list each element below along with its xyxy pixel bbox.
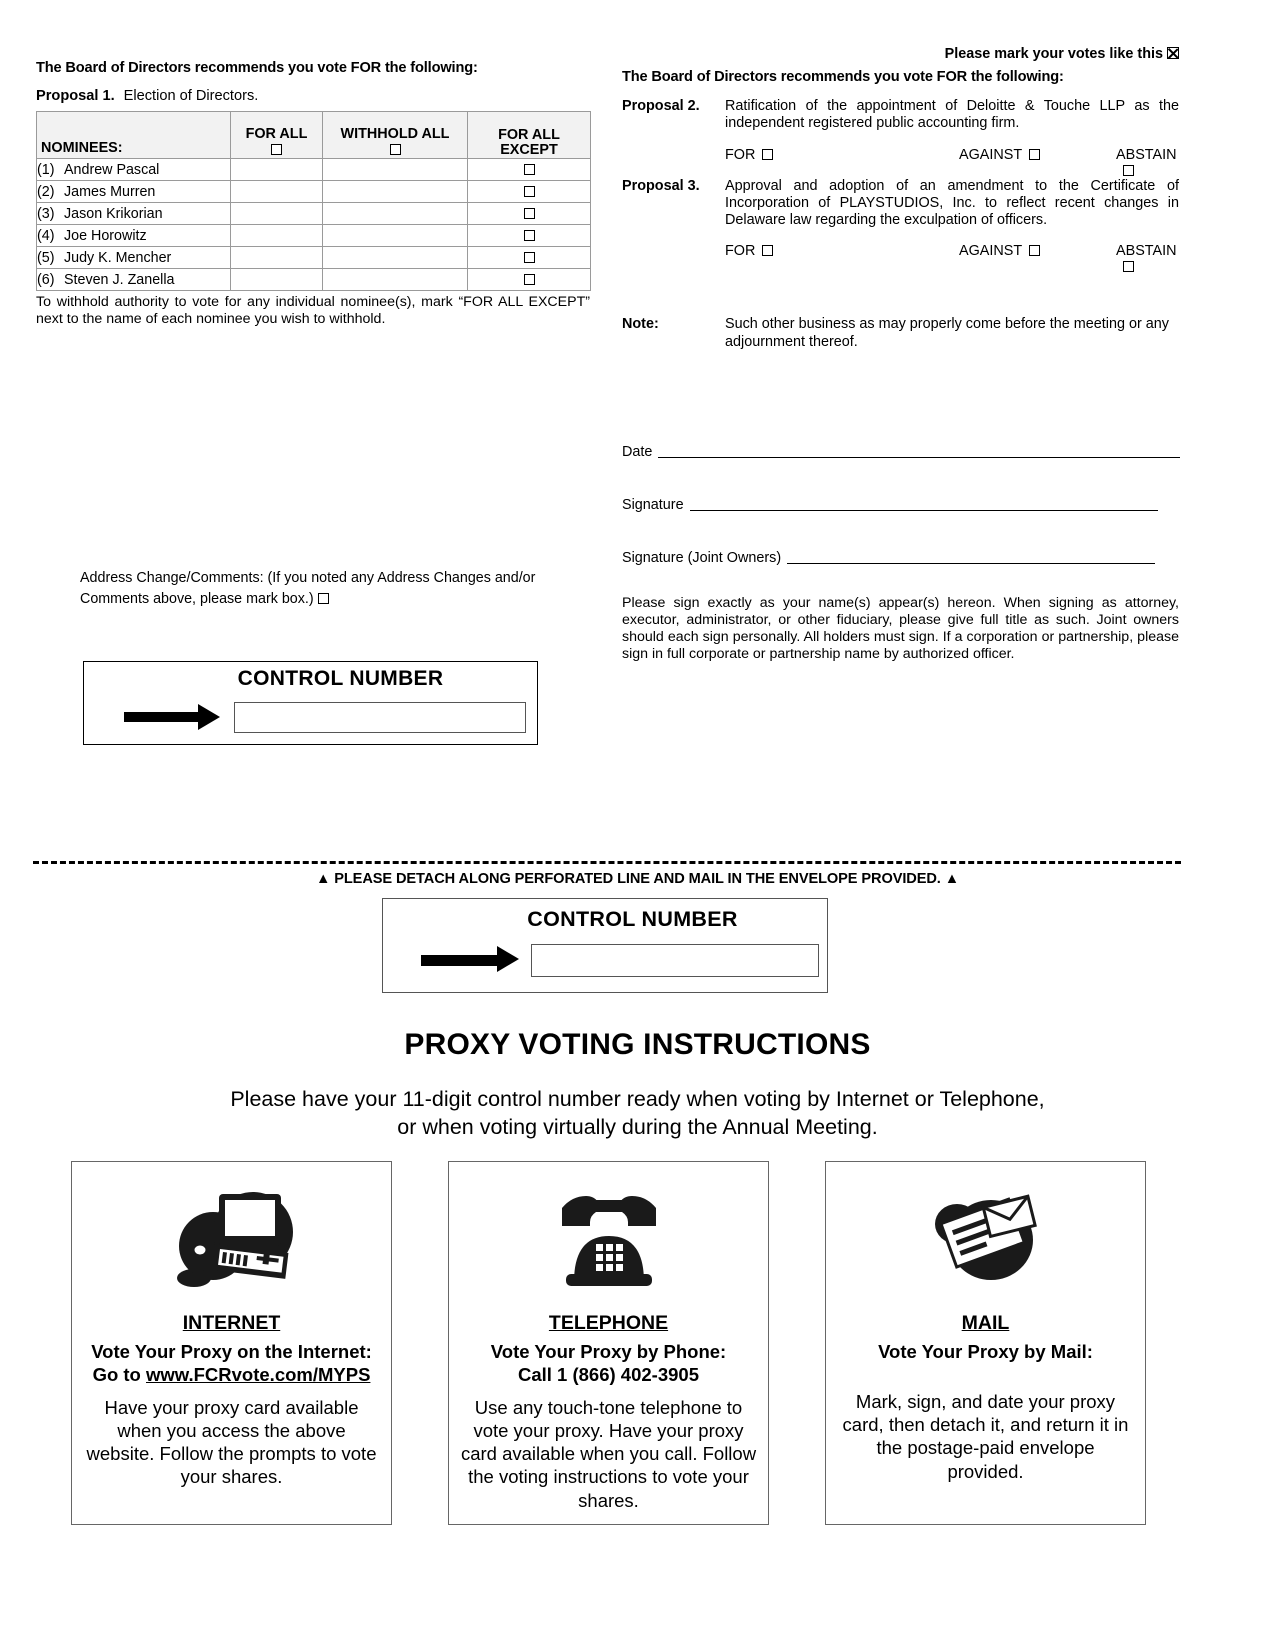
nominee-withhold-all-cell <box>323 225 468 247</box>
voting-website-link[interactable]: www.FCRvote.com/MYPS <box>146 1363 371 1385</box>
control-number-field[interactable] <box>234 702 526 733</box>
perforated-line <box>33 861 1181 864</box>
signature-joint-input-line[interactable] <box>787 550 1155 564</box>
for-all-checkbox[interactable] <box>271 144 282 155</box>
nominee-index: (6) <box>37 271 55 288</box>
for-all-header-checkbox-wrap <box>231 143 322 158</box>
goto-prefix: Go to <box>92 1363 146 1385</box>
instructions-subtitle <box>0 1085 1275 1142</box>
nominee-withhold-all-cell <box>323 203 468 225</box>
proposal-3-label: Proposal 3. <box>622 177 700 194</box>
instructions-subtitle-line-1: Please have your 11-digit control number ready when voting by Internet or Telephone, <box>230 1087 1045 1111</box>
proposal-3 <box>622 178 1179 230</box>
nominee-except-cell <box>468 269 591 291</box>
column-header-for-all-except-label: FOR ALL EXCEPT <box>498 127 560 159</box>
voting-method-telephone-subtitle <box>485 1341 732 1387</box>
withhold-authority-note <box>36 294 590 328</box>
nominee-name: Jason Krikorian <box>64 205 163 222</box>
proposal-3-vote-row <box>725 243 1179 261</box>
proposal-2-against-checkbox[interactable] <box>1029 149 1040 160</box>
nominee-for-all-cell <box>231 181 323 203</box>
control-number-title-bottom: CONTROL NUMBER <box>527 907 738 931</box>
nominee-except-cell <box>468 247 591 269</box>
voting-method-telephone-title: TELEPHONE <box>548 1312 669 1334</box>
proposal-2 <box>622 98 1179 133</box>
voting-method-telephone <box>448 1161 769 1525</box>
nominee-name: Steven J. Zanella <box>64 271 175 288</box>
control-number-box-bottom <box>382 898 828 993</box>
proposal-2-vote-row <box>725 147 1179 165</box>
nominees-table-header-row <box>37 112 591 159</box>
note-label: Note: <box>622 316 659 333</box>
column-header-withhold-all-label: WITHHOLD ALL <box>340 126 450 143</box>
nominee-withhold-all-cell <box>323 159 468 181</box>
nominee-for-all-cell <box>231 269 323 291</box>
table-row <box>37 181 591 203</box>
control-number-box-top <box>83 661 538 745</box>
nominee-except-checkbox[interactable] <box>524 252 535 263</box>
left-column <box>36 60 590 328</box>
nominee-cell <box>37 225 231 247</box>
column-header-for-all-label: FOR ALL <box>245 126 308 143</box>
voting-methods-row <box>71 1161 1146 1525</box>
arrow-right-icon <box>124 704 224 730</box>
nominee-except-cell <box>468 225 591 247</box>
nominee-index: (1) <box>37 161 55 178</box>
signature-joint-field-row <box>622 550 1155 566</box>
proposal-2-for-checkbox[interactable] <box>762 149 773 160</box>
nominee-for-all-cell <box>231 203 323 225</box>
mark-votes-instruction <box>622 46 1179 62</box>
nominee-index: (5) <box>37 249 55 266</box>
nominee-except-checkbox[interactable] <box>524 230 535 241</box>
nominee-name: Joe Horowitz <box>64 227 147 244</box>
signature-label: Signature <box>622 497 684 513</box>
nominee-cell <box>37 159 231 181</box>
proposal-2-for-option <box>725 147 773 163</box>
table-row <box>37 159 591 181</box>
proposal-1-text: Election of Directors. <box>123 88 259 104</box>
nominee-except-checkbox[interactable] <box>524 274 535 285</box>
nominee-except-checkbox[interactable] <box>524 208 535 219</box>
nominee-index: (4) <box>37 227 55 244</box>
nominee-for-all-cell <box>231 225 323 247</box>
page-title: PROXY VOTING INSTRUCTIONS <box>404 1028 871 1061</box>
proposal-1-label: Proposal 1. <box>36 88 115 104</box>
nominee-except-checkbox[interactable] <box>524 186 535 197</box>
proposal-2-against-label: AGAINST <box>959 146 1023 163</box>
control-number-field-bottom[interactable] <box>531 944 819 977</box>
voting-method-internet-subtitle <box>85 1341 378 1387</box>
voting-method-mail-body: Mark, sign, and date your proxy card, then detach it, and return it in the postage-paid envelope provided. <box>842 1390 1129 1482</box>
nominee-withhold-all-cell <box>323 181 468 203</box>
detach-instruction: ▲ PLEASE DETACH ALONG PERFORATED LINE AND MAIL IN THE ENVELOPE PROVIDED. ▲ <box>315 871 960 887</box>
nominee-except-cell <box>468 159 591 181</box>
nominee-except-cell <box>468 203 591 225</box>
note-block <box>622 316 1179 351</box>
proposal-2-abstain-checkbox[interactable] <box>1123 165 1134 176</box>
nominee-cell <box>37 181 231 203</box>
voting-method-internet <box>71 1161 392 1525</box>
column-header-for-all <box>231 112 323 159</box>
proposal-2-label: Proposal 2. <box>622 98 700 114</box>
voting-method-telephone-sub-line-1: Vote Your Proxy by Phone: <box>490 1341 727 1362</box>
nominee-cell <box>37 247 231 269</box>
voting-method-internet-title: INTERNET <box>182 1312 281 1334</box>
proposal-3-against-label: AGAINST <box>959 243 1023 260</box>
table-row <box>37 247 591 269</box>
table-row <box>37 269 591 291</box>
proposal-3-abstain-option <box>1116 243 1179 275</box>
proposal-3-for-checkbox[interactable] <box>762 245 773 256</box>
proposal-3-against-option <box>959 243 1040 259</box>
voting-method-telephone-body: Use any touch-tone telephone to vote your proxy. Have your proxy card available when you call. Follow the voting instructions to vote your shares. <box>460 1396 757 1511</box>
column-header-for-all-except <box>468 112 591 159</box>
nominee-index: (2) <box>37 183 55 200</box>
proposal-2-for-label: FOR <box>725 146 756 163</box>
proposal-1-line <box>36 88 590 104</box>
voting-phone-number: Call 1 (866) 402-3905 <box>517 1363 699 1385</box>
voting-method-internet-body: Have your proxy card available when you access the above website. Follow the prompts to vote your shares. <box>86 1396 377 1488</box>
table-row <box>37 203 591 225</box>
proposal-3-abstain-label: ABSTAIN <box>1116 243 1177 260</box>
voting-method-mail-sub-line-1: Vote Your Proxy by Mail: <box>878 1341 1093 1362</box>
proposal-3-text: Approval and adoption of an amendment to the Certificate of Incorporation of PLAYSTUDIOS, Inc. to reflect recent changes in Delaware law regarding the exculpation of officers. <box>725 177 1179 229</box>
telephone-icon <box>544 1176 674 1306</box>
nominee-withhold-all-cell <box>323 269 468 291</box>
proposal-3-for-option <box>725 243 773 259</box>
nominee-cell <box>37 269 231 291</box>
date-field-row <box>622 444 1180 460</box>
voting-method-mail-subtitle <box>872 1341 1099 1364</box>
proposal-2-abstain-label: ABSTAIN <box>1116 146 1177 163</box>
signature-legal-text: Please sign exactly as your name(s) appear(s) hereon. When signing as attorney, executor, administrator, or other fiduciary, please give full title as such. Joint owners should each sign personally. All holders must sign. If a corporation or partnership, please sign in full corporate or partnership name by authorized officer. <box>622 595 1179 663</box>
instructions-subtitle-line-2: or when voting virtually during the Annual Meeting. <box>397 1115 878 1140</box>
envelope-icon <box>921 1176 1051 1306</box>
address-change-text: Address Change/Comments: (If you noted any Address Changes and/or Comments above, please mark box.) <box>80 570 536 608</box>
nominee-for-all-cell <box>231 247 323 269</box>
nominee-name: Andrew Pascal <box>64 161 160 178</box>
column-header-withhold-all <box>323 112 468 159</box>
proposal-2-abstain-option <box>1116 147 1179 179</box>
control-number-title: CONTROL NUMBER <box>237 667 444 690</box>
date-label: Date <box>622 444 653 460</box>
mark-votes-instruction-text: Please mark your votes like this <box>944 46 1163 62</box>
proposal-2-text: Ratification of the appointment of Deloitte & Touche LLP as the independent registered public accounting firm. <box>725 98 1179 132</box>
nominees-table <box>36 111 591 291</box>
column-header-nominees: NOMINEES: <box>37 112 231 159</box>
voting-method-mail <box>825 1161 1146 1525</box>
proposal-3-against-checkbox[interactable] <box>1029 245 1040 256</box>
signature-joint-label: Signature (Joint Owners) <box>622 550 782 566</box>
date-input-line[interactable] <box>658 444 1180 458</box>
nominee-except-checkbox[interactable] <box>524 164 535 175</box>
right-recommendation-heading: The Board of Directors recommends you vote FOR the following: <box>622 69 1064 85</box>
address-change-block <box>80 568 550 610</box>
nominee-for-all-cell <box>231 159 323 181</box>
arrow-right-icon <box>421 946 526 974</box>
voting-method-internet-sub-line-2 <box>91 1364 372 1387</box>
nominee-except-cell <box>468 181 591 203</box>
nominee-name: Judy K. Mencher <box>64 249 172 266</box>
nominee-name: James Murren <box>64 183 156 200</box>
signature-input-line[interactable] <box>690 497 1158 511</box>
nominees-table-body <box>37 159 591 291</box>
table-row <box>37 225 591 247</box>
signature-field-row <box>622 497 1158 513</box>
voting-method-internet-sub-line-1: Vote Your Proxy on the Internet: <box>91 1341 372 1362</box>
voting-method-mail-title: MAIL <box>961 1312 1010 1334</box>
nominee-withhold-all-cell <box>323 247 468 269</box>
withhold-all-header-checkbox-wrap <box>323 143 467 158</box>
withhold-authority-note-text: To withhold authority to vote for any individual nominee(s), mark “FOR ALL EXCEPT” next to the name of each nominee you wish to withhold. <box>36 294 590 327</box>
checked-box-example-icon <box>1167 47 1179 59</box>
nominee-cell <box>37 203 231 225</box>
withhold-all-checkbox[interactable] <box>390 144 401 155</box>
proposal-3-for-label: FOR <box>725 243 756 260</box>
proposal-3-abstain-checkbox[interactable] <box>1123 261 1134 272</box>
left-recommendation-heading: The Board of Directors recommends you vote FOR the following: <box>36 60 478 76</box>
proposal-2-against-option <box>959 147 1040 163</box>
nominee-index: (3) <box>37 205 55 222</box>
note-text: Such other business as may properly come before the meeting or any adjournment thereof. <box>725 316 1169 350</box>
right-column <box>622 46 1179 351</box>
address-change-checkbox[interactable] <box>318 593 329 604</box>
computer-icon <box>167 1176 297 1306</box>
